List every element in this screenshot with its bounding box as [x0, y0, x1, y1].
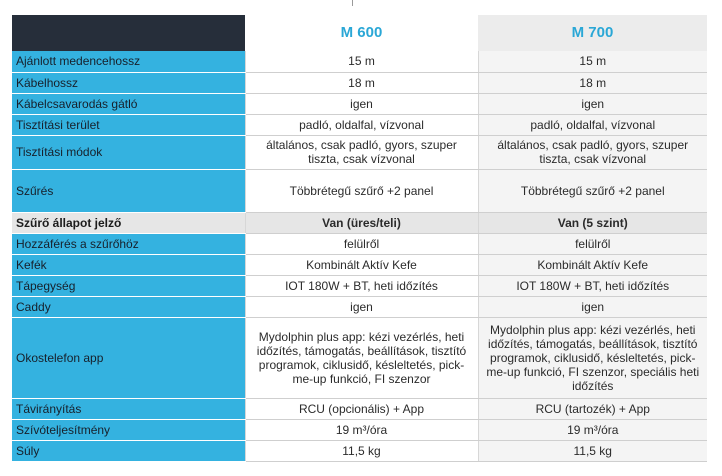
row-label: Szűrés: [12, 169, 245, 212]
column-header-m700: M 700: [478, 15, 707, 51]
cell-m600: igen: [245, 93, 478, 114]
table-row: [12, 114, 707, 135]
column-header-m600: M 600: [245, 15, 478, 51]
table-row: [12, 440, 707, 461]
cell-m700: igen: [478, 93, 707, 114]
table-row: [12, 275, 707, 296]
cell-m700: Van (5 szint): [478, 212, 707, 233]
cell-m700: 18 m: [478, 72, 707, 93]
row-label: Caddy: [12, 296, 245, 317]
row-label: Kábelcsavarodás gátló: [12, 93, 245, 114]
cell-m600: Többrétegű szűrő +2 panel: [245, 169, 478, 212]
cell-m600: Van (üres/teli): [245, 212, 478, 233]
cell-m700: általános, csak padló, gyors, szuper tiszta, csak vízvonal: [478, 135, 707, 169]
row-label: Kefék: [12, 254, 245, 275]
cell-m600: RCU (opcionális) + App: [245, 398, 478, 419]
cell-m600: IOT 180W + BT, heti időzítés: [245, 275, 478, 296]
row-label: Okostelefon app: [12, 317, 245, 398]
table-header-row: [12, 15, 707, 51]
cell-m600: általános, csak padló, gyors, szuper tiszta, csak vízvonal: [245, 135, 478, 169]
table-row: [12, 419, 707, 440]
row-label: Hozzáférés a szűrőhöz: [12, 233, 245, 254]
cell-m700: 11,5 kg: [478, 440, 707, 461]
cell-m600: igen: [245, 296, 478, 317]
row-label: Szűrő állapot jelző: [12, 212, 245, 233]
top-divider-tick: [352, 0, 353, 6]
row-label: Ajánlott medencehossz: [12, 51, 245, 72]
cell-m600: 19 m³/óra: [245, 419, 478, 440]
row-label: Távirányítás: [12, 398, 245, 419]
row-label: Tisztítási módok: [12, 135, 245, 169]
cell-m700: 15 m: [478, 51, 707, 72]
row-label: Tápegység: [12, 275, 245, 296]
cell-m700: Mydolphin plus app: kézi vezérlés, heti időzítés, támogatás, beállítások, tisztító programok, ciklusidő, késleltetés, pick-me-up funkció, FI szenzor, speciális heti időzítés: [478, 317, 707, 398]
cell-m700: IOT 180W + BT, heti időzítés: [478, 275, 707, 296]
cell-m700: igen: [478, 296, 707, 317]
row-label: Tisztítási terület: [12, 114, 245, 135]
cell-m700: Többrétegű szűrő +2 panel: [478, 169, 707, 212]
cell-m700: felülről: [478, 233, 707, 254]
table-row: [12, 296, 707, 317]
table-row: [12, 398, 707, 419]
table-row: [12, 212, 707, 233]
cell-m700: Kombinált Aktív Kefe: [478, 254, 707, 275]
product-comparison-table: [12, 15, 707, 462]
table-row: [12, 93, 707, 114]
cell-m600: Kombinált Aktív Kefe: [245, 254, 478, 275]
cell-m600: felülről: [245, 233, 478, 254]
header-corner-cell: [12, 15, 245, 51]
cell-m700: padló, oldalfal, vízvonal: [478, 114, 707, 135]
row-label: Súly: [12, 440, 245, 461]
cell-m600: 11,5 kg: [245, 440, 478, 461]
cell-m700: 19 m³/óra: [478, 419, 707, 440]
cell-m600: Mydolphin plus app: kézi vezérlés, heti időzítés, támogatás, beállítások, tisztító programok, ciklusidő, késleltetés, pick-me-up funkció, FI szenzor: [245, 317, 478, 398]
cell-m600: 18 m: [245, 72, 478, 93]
table-row: [12, 169, 707, 212]
table-row: [12, 135, 707, 169]
cell-m700: RCU (tartozék) + App: [478, 398, 707, 419]
table-row: [12, 254, 707, 275]
table-row: [12, 317, 707, 398]
cell-m600: padló, oldalfal, vízvonal: [245, 114, 478, 135]
table-row: [12, 233, 707, 254]
table-row: [12, 51, 707, 72]
table-row: [12, 72, 707, 93]
row-label: Kábelhossz: [12, 72, 245, 93]
cell-m600: 15 m: [245, 51, 478, 72]
row-label: Szívóteljesítmény: [12, 419, 245, 440]
